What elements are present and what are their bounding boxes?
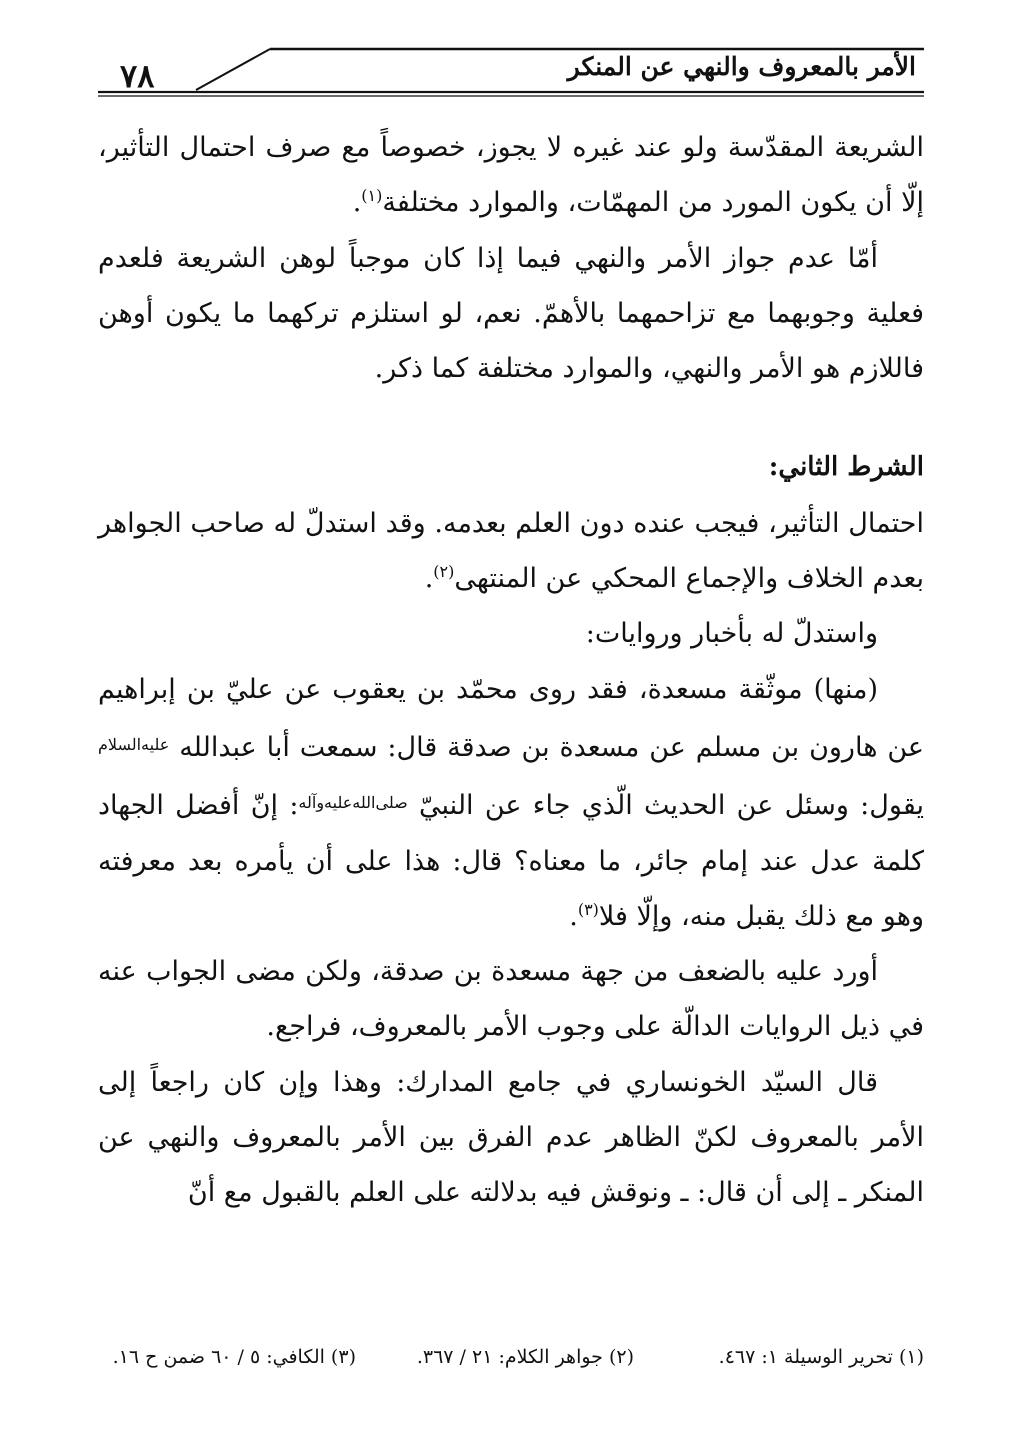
paragraph-1 <box>98 120 924 231</box>
footnote-ref-1: (١) <box>361 186 383 206</box>
paragraph-6: أورد عليه بالضعف من جهة مسعدة بن صدقة، ولكن مضى الجواب عنه في ذيل الروايات الدالّة على وجوب الأمر بالمعروف، فراجع. <box>98 956 924 1043</box>
footnote-ref-2: (٢) <box>433 562 455 582</box>
paragraph-3 <box>98 496 924 607</box>
footnote-1: (١) تحرير الوسيلة ١: ٤٦٧. <box>718 1346 924 1368</box>
paragraph-1-end: . <box>352 187 362 219</box>
paragraph-2: أمّا عدم جواز الأمر والنهي فيما إذا كان موجباً لوهن الشريعة فلعدم فعلية وجوبهما مع تزاحمهما بالأهمّ. نعم، لو استلزم تركهما ما يكون أوهن فاللازم هو الأمر والنهي، والموارد مختلفة كما ذكر. <box>98 242 924 385</box>
paragraph-5 <box>98 662 924 944</box>
honorific-alayhi-salam: عليه‌السلام <box>98 734 170 754</box>
paragraph-3-end: . <box>424 563 434 595</box>
paragraph-7: قال السيّد الخونساري في جامع المدارك: وهذا وإن كان راجعاً إلى الأمر بالمعروف لكنّ الظاهر عدم الفرق بين الأمر بالمعروف والنهي عن المنكر ـ إلى أن قال: ـ ونوقش فيه بدلالته على العلم بالقبول مع أنّ <box>98 1066 924 1209</box>
paragraph-5-end: . <box>569 900 578 932</box>
running-title: الأمر بالمعروف والنهي عن المنكر <box>567 52 916 81</box>
footnote-2: (٢) جواهر الكلام: ٢١ / ٣٦٧. <box>416 1346 634 1368</box>
paragraph-4: واستدلّ له بأخبار وروايات: <box>585 618 878 650</box>
footnote-3: (٣) الكافي: ٥ / ٦٠ ضمن ح ١٦. <box>112 1346 356 1368</box>
page-number: ٧٨ <box>120 57 155 95</box>
paragraph-5-part-c: : إنّ أفضل الجهاد كلمة عدل عند إمام جائر، ما معناه؟ قال: هذا على أن يأمره بعد معرفته وهو مع ذلك يقبل منه، وإلّا فلا <box>98 790 924 932</box>
page-header <box>98 38 924 108</box>
honorific-salla-allah: صلى‌الله‌عليه‌وآله <box>298 793 408 813</box>
paragraph-3-text: احتمال التأثير، فيجب عنده دون العلم بعدمه. وقد استدلّ له صاحب الجواهر بعدم الخلاف والإجماع المحكي عن المنتهى <box>98 507 924 595</box>
section-heading: الشرط الثاني: <box>768 452 924 483</box>
paragraph-5-part-b: يقول: وسئل عن الحديث الّذي جاء عن النبيّ <box>419 790 924 822</box>
paragraph-1-text: الشريعة المقدّسة ولو عند غيره لا يجوز، خصوصاً مع صرف احتمال التأثير، إلّا أن يكون المورد من المهمّات، والموارد مختلفة <box>98 132 924 219</box>
footnotes <box>98 1346 924 1376</box>
section-gap <box>98 396 924 440</box>
footnote-ref-3: (٣) <box>577 899 599 919</box>
paragraph-5-part-a: (منها) موثّقة مسعدة، فقد روى محمّد بن يعقوب عن عليّ بن إبراهيم عن هارون بن مسلم عن مسعدة بن صدقة قال: سمعت أبا عبدالله <box>98 673 924 763</box>
body-text <box>98 120 924 1221</box>
